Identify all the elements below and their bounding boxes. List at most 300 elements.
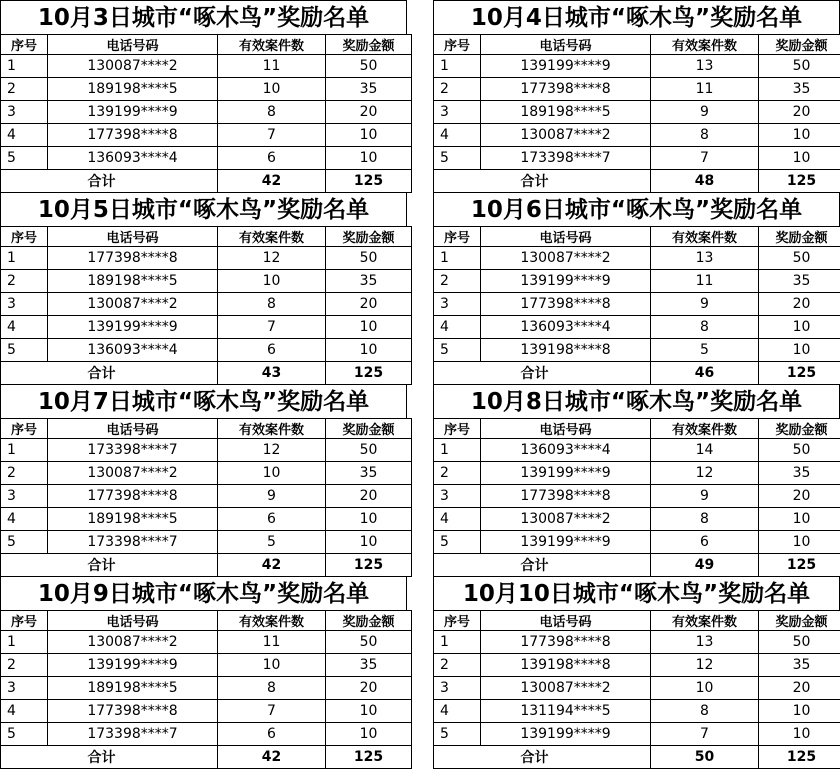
table-row: [1, 55, 412, 78]
row-index: 4: [1, 124, 48, 147]
row-cases: 7: [651, 723, 759, 746]
total-reward: 125: [759, 746, 840, 769]
total-blank-cell: [1, 746, 48, 769]
table-row: [434, 531, 840, 554]
total-label: 合计: [481, 554, 651, 577]
table-title: 10月3日城市“啄木鸟”奖励名单: [0, 0, 407, 34]
row-reward: 35: [759, 270, 840, 293]
header-row: [1, 419, 412, 439]
header-index: 序号: [434, 227, 481, 247]
header-row: [434, 227, 840, 247]
row-phone: 139199****9: [481, 55, 651, 78]
row-phone: 177398****8: [481, 293, 651, 316]
total-row: [1, 554, 412, 577]
row-reward: 20: [759, 293, 840, 316]
table-row: [1, 78, 412, 101]
row-reward: 35: [326, 462, 412, 485]
table-row: [434, 700, 840, 723]
row-cases: 5: [651, 339, 759, 362]
row-phone: 130087****2: [481, 677, 651, 700]
row-cases: 10: [218, 462, 326, 485]
row-reward: 10: [759, 723, 840, 746]
header-reward: 奖励金额: [759, 419, 840, 439]
row-cases: 7: [651, 147, 759, 170]
reward-table-block: [433, 384, 840, 577]
row-cases: 8: [651, 508, 759, 531]
row-index: 5: [1, 723, 48, 746]
row-cases: 13: [651, 247, 759, 270]
row-phone: 136093****4: [481, 439, 651, 462]
table-title: 10月4日城市“啄木鸟”奖励名单: [433, 0, 840, 34]
table-row: [434, 270, 840, 293]
row-phone: 177398****8: [481, 78, 651, 101]
reward-table-block: [0, 192, 407, 385]
row-index: 5: [1, 147, 48, 170]
row-reward: 10: [326, 723, 412, 746]
row-reward: 20: [759, 485, 840, 508]
table-row: [1, 723, 412, 746]
row-reward: 50: [326, 247, 412, 270]
row-index: 2: [1, 654, 48, 677]
total-reward: 125: [759, 362, 840, 385]
table-row: [434, 508, 840, 531]
row-phone: 136093****4: [481, 316, 651, 339]
total-label: 合计: [48, 554, 218, 577]
total-blank-cell: [1, 554, 48, 577]
row-reward: 10: [759, 700, 840, 723]
row-cases: 8: [218, 293, 326, 316]
row-reward: 50: [759, 439, 840, 462]
row-index: 1: [1, 247, 48, 270]
header-index: 序号: [1, 227, 48, 247]
row-index: 1: [434, 631, 481, 654]
table-row: [1, 101, 412, 124]
reward-table: [0, 226, 412, 385]
row-phone: 139199****9: [48, 101, 218, 124]
row-reward: 20: [326, 485, 412, 508]
row-phone: 136093****4: [48, 339, 218, 362]
table-title: 10月8日城市“啄木鸟”奖励名单: [433, 384, 840, 418]
row-cases: 12: [218, 439, 326, 462]
total-cases: 42: [218, 170, 326, 193]
row-phone: 130087****2: [48, 55, 218, 78]
row-phone: 177398****8: [481, 631, 651, 654]
row-reward: 20: [759, 101, 840, 124]
table-title: 10月6日城市“啄木鸟”奖励名单: [433, 192, 840, 226]
total-reward: 125: [759, 170, 840, 193]
table-row: [434, 101, 840, 124]
header-index: 序号: [1, 419, 48, 439]
row-reward: 35: [326, 78, 412, 101]
row-cases: 8: [651, 124, 759, 147]
total-row: [434, 746, 840, 769]
row-phone: 139199****9: [481, 270, 651, 293]
row-cases: 6: [218, 339, 326, 362]
header-cases: 有效案件数: [218, 611, 326, 631]
total-blank-cell: [1, 170, 48, 193]
reward-table: [433, 610, 840, 769]
row-reward: 10: [759, 531, 840, 554]
header-index: 序号: [434, 35, 481, 55]
row-phone: 139198****8: [481, 339, 651, 362]
row-phone: 139199****9: [481, 723, 651, 746]
row-reward: 10: [759, 339, 840, 362]
table-row: [434, 55, 840, 78]
table-row: [1, 462, 412, 485]
header-reward: 奖励金额: [326, 227, 412, 247]
row-phone: 130087****2: [481, 508, 651, 531]
row-phone: 173398****7: [48, 439, 218, 462]
reward-table: [433, 226, 840, 385]
row-phone: 189198****5: [481, 101, 651, 124]
reward-table: [0, 610, 412, 769]
row-cases: 10: [218, 270, 326, 293]
row-cases: 5: [218, 531, 326, 554]
table-row: [434, 677, 840, 700]
row-cases: 6: [218, 508, 326, 531]
row-index: 4: [434, 316, 481, 339]
total-row: [434, 362, 840, 385]
row-phone: 177398****8: [48, 247, 218, 270]
total-label: 合计: [481, 746, 651, 769]
table-row: [1, 531, 412, 554]
row-index: 1: [434, 55, 481, 78]
row-index: 1: [434, 247, 481, 270]
row-index: 3: [434, 101, 481, 124]
row-cases: 7: [218, 700, 326, 723]
row-cases: 6: [651, 531, 759, 554]
table-title: 10月9日城市“啄木鸟”奖励名单: [0, 576, 407, 610]
row-cases: 11: [218, 631, 326, 654]
row-reward: 35: [759, 462, 840, 485]
row-cases: 8: [218, 101, 326, 124]
header-reward: 奖励金额: [759, 611, 840, 631]
row-phone: 136093****4: [48, 147, 218, 170]
reward-table-block: [433, 0, 840, 193]
total-row: [1, 362, 412, 385]
total-cases: 42: [218, 746, 326, 769]
row-reward: 10: [759, 316, 840, 339]
row-reward: 35: [759, 78, 840, 101]
table-row: [1, 147, 412, 170]
table-row: [1, 485, 412, 508]
row-cases: 7: [218, 316, 326, 339]
header-cases: 有效案件数: [651, 227, 759, 247]
row-phone: 189198****5: [48, 508, 218, 531]
row-cases: 9: [651, 485, 759, 508]
row-cases: 9: [218, 485, 326, 508]
total-row: [1, 746, 412, 769]
header-row: [434, 35, 840, 55]
row-index: 4: [434, 700, 481, 723]
header-reward: 奖励金额: [759, 227, 840, 247]
row-reward: 20: [326, 101, 412, 124]
row-phone: 189198****5: [48, 78, 218, 101]
row-reward: 10: [326, 339, 412, 362]
row-cases: 6: [218, 147, 326, 170]
total-cases: 48: [651, 170, 759, 193]
row-index: 5: [434, 339, 481, 362]
row-reward: 20: [326, 293, 412, 316]
row-index: 3: [434, 293, 481, 316]
row-index: 4: [1, 316, 48, 339]
header-phone: 电话号码: [481, 35, 651, 55]
row-phone: 139199****9: [481, 531, 651, 554]
reward-table-block: [433, 192, 840, 385]
row-index: 4: [1, 508, 48, 531]
total-label: 合计: [48, 170, 218, 193]
row-reward: 10: [759, 147, 840, 170]
row-reward: 50: [759, 631, 840, 654]
row-reward: 35: [326, 270, 412, 293]
total-label: 合计: [48, 746, 218, 769]
row-reward: 10: [326, 124, 412, 147]
row-cases: 11: [651, 270, 759, 293]
row-cases: 14: [651, 439, 759, 462]
header-phone: 电话号码: [48, 419, 218, 439]
table-row: [1, 677, 412, 700]
row-cases: 11: [651, 78, 759, 101]
header-row: [1, 611, 412, 631]
row-index: 5: [1, 531, 48, 554]
reward-table-block: [0, 576, 407, 769]
row-reward: 50: [326, 55, 412, 78]
header-phone: 电话号码: [48, 227, 218, 247]
row-index: 3: [1, 485, 48, 508]
row-reward: 10: [326, 508, 412, 531]
header-row: [1, 35, 412, 55]
total-reward: 125: [326, 554, 412, 577]
header-cases: 有效案件数: [218, 227, 326, 247]
row-phone: 131194****5: [481, 700, 651, 723]
row-cases: 10: [218, 78, 326, 101]
row-index: 2: [1, 270, 48, 293]
table-row: [1, 439, 412, 462]
row-phone: 177398****8: [481, 485, 651, 508]
row-cases: 7: [218, 124, 326, 147]
row-reward: 10: [759, 124, 840, 147]
header-phone: 电话号码: [481, 611, 651, 631]
row-index: 2: [434, 78, 481, 101]
table-row: [434, 723, 840, 746]
total-cases: 42: [218, 554, 326, 577]
header-phone: 电话号码: [48, 35, 218, 55]
reward-table: [0, 418, 412, 577]
header-phone: 电话号码: [481, 227, 651, 247]
row-phone: 173398****7: [48, 723, 218, 746]
row-index: 4: [434, 124, 481, 147]
row-reward: 35: [326, 654, 412, 677]
total-reward: 125: [759, 554, 840, 577]
header-reward: 奖励金额: [326, 35, 412, 55]
table-row: [1, 508, 412, 531]
total-reward: 125: [326, 746, 412, 769]
table-row: [434, 485, 840, 508]
row-phone: 130087****2: [48, 631, 218, 654]
row-phone: 173398****7: [48, 531, 218, 554]
row-cases: 12: [651, 462, 759, 485]
total-blank-cell: [1, 362, 48, 385]
total-reward: 125: [326, 362, 412, 385]
total-row: [1, 170, 412, 193]
row-phone: 139198****8: [481, 654, 651, 677]
row-reward: 10: [326, 531, 412, 554]
table-row: [434, 293, 840, 316]
header-row: [434, 419, 840, 439]
reward-table: [433, 34, 840, 193]
row-phone: 189198****5: [48, 677, 218, 700]
table-row: [1, 270, 412, 293]
reward-table-block: [0, 384, 407, 577]
table-title: 10月5日城市“啄木鸟”奖励名单: [0, 192, 407, 226]
row-index: 2: [434, 654, 481, 677]
row-index: 2: [434, 270, 481, 293]
total-label: 合计: [48, 362, 218, 385]
reward-table-block: [433, 576, 840, 769]
row-index: 2: [1, 462, 48, 485]
header-index: 序号: [434, 611, 481, 631]
table-row: [434, 654, 840, 677]
row-reward: 10: [326, 147, 412, 170]
row-cases: 12: [651, 654, 759, 677]
row-cases: 8: [651, 700, 759, 723]
header-reward: 奖励金额: [326, 611, 412, 631]
row-cases: 8: [218, 677, 326, 700]
row-index: 3: [434, 485, 481, 508]
row-reward: 50: [759, 247, 840, 270]
row-cases: 10: [651, 677, 759, 700]
row-index: 2: [434, 462, 481, 485]
row-cases: 9: [651, 101, 759, 124]
header-index: 序号: [434, 419, 481, 439]
header-cases: 有效案件数: [218, 35, 326, 55]
table-row: [434, 462, 840, 485]
row-index: 3: [1, 677, 48, 700]
row-index: 4: [434, 508, 481, 531]
row-index: 5: [1, 339, 48, 362]
header-row: [434, 611, 840, 631]
header-cases: 有效案件数: [651, 35, 759, 55]
header-cases: 有效案件数: [651, 611, 759, 631]
table-row: [434, 247, 840, 270]
header-cases: 有效案件数: [218, 419, 326, 439]
row-index: 3: [1, 101, 48, 124]
table-row: [1, 654, 412, 677]
row-phone: 130087****2: [48, 462, 218, 485]
header-index: 序号: [1, 35, 48, 55]
table-row: [1, 339, 412, 362]
total-cases: 49: [651, 554, 759, 577]
header-phone: 电话号码: [481, 419, 651, 439]
table-row: [434, 439, 840, 462]
table-row: [434, 339, 840, 362]
row-reward: 35: [759, 654, 840, 677]
row-phone: 173398****7: [481, 147, 651, 170]
row-cases: 13: [651, 55, 759, 78]
row-reward: 20: [759, 677, 840, 700]
table-row: [1, 247, 412, 270]
row-phone: 177398****8: [48, 124, 218, 147]
row-index: 3: [1, 293, 48, 316]
row-reward: 10: [326, 316, 412, 339]
row-index: 1: [1, 439, 48, 462]
row-phone: 177398****8: [48, 700, 218, 723]
row-phone: 139199****9: [48, 316, 218, 339]
row-reward: 20: [326, 677, 412, 700]
row-index: 1: [434, 439, 481, 462]
row-cases: 8: [651, 316, 759, 339]
row-index: 1: [1, 631, 48, 654]
total-cases: 50: [651, 746, 759, 769]
table-row: [434, 124, 840, 147]
total-row: [434, 554, 840, 577]
table-row: [1, 124, 412, 147]
row-index: 1: [1, 55, 48, 78]
total-blank-cell: [434, 554, 481, 577]
row-index: 2: [1, 78, 48, 101]
table-title: 10月7日城市“啄木鸟”奖励名单: [0, 384, 407, 418]
total-blank-cell: [434, 170, 481, 193]
row-index: 5: [434, 531, 481, 554]
row-cases: 11: [218, 55, 326, 78]
table-row: [434, 147, 840, 170]
row-index: 4: [1, 700, 48, 723]
total-label: 合计: [481, 170, 651, 193]
header-index: 序号: [1, 611, 48, 631]
row-phone: 130087****2: [481, 124, 651, 147]
row-phone: 130087****2: [481, 247, 651, 270]
table-title: 10月10日城市“啄木鸟”奖励名单: [433, 576, 840, 610]
reward-table: [0, 34, 412, 193]
header-cases: 有效案件数: [651, 419, 759, 439]
table-row: [1, 316, 412, 339]
total-blank-cell: [434, 362, 481, 385]
total-cases: 46: [651, 362, 759, 385]
row-reward: 10: [759, 508, 840, 531]
total-row: [434, 170, 840, 193]
row-phone: 130087****2: [48, 293, 218, 316]
total-label: 合计: [481, 362, 651, 385]
table-row: [1, 700, 412, 723]
row-index: 5: [434, 147, 481, 170]
table-row: [1, 293, 412, 316]
row-phone: 139199****9: [481, 462, 651, 485]
header-reward: 奖励金额: [326, 419, 412, 439]
header-phone: 电话号码: [48, 611, 218, 631]
row-index: 3: [434, 677, 481, 700]
row-reward: 50: [759, 55, 840, 78]
reward-table-block: [0, 0, 407, 193]
table-row: [434, 631, 840, 654]
total-blank-cell: [434, 746, 481, 769]
table-row: [1, 631, 412, 654]
row-reward: 50: [326, 439, 412, 462]
row-reward: 10: [326, 700, 412, 723]
row-phone: 177398****8: [48, 485, 218, 508]
total-reward: 125: [326, 170, 412, 193]
header-reward: 奖励金额: [759, 35, 840, 55]
table-row: [434, 78, 840, 101]
total-cases: 43: [218, 362, 326, 385]
row-phone: 189198****5: [48, 270, 218, 293]
row-cases: 12: [218, 247, 326, 270]
row-phone: 139199****9: [48, 654, 218, 677]
row-reward: 50: [326, 631, 412, 654]
reward-table: [433, 418, 840, 577]
row-cases: 13: [651, 631, 759, 654]
row-cases: 10: [218, 654, 326, 677]
table-row: [434, 316, 840, 339]
